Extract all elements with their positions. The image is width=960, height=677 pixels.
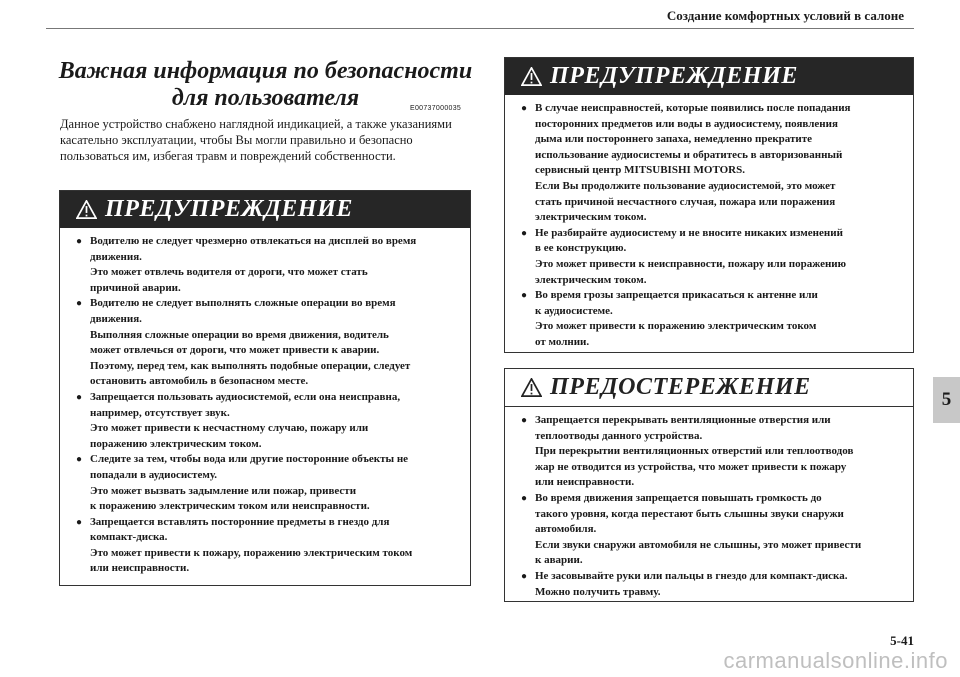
caution-triangle-icon <box>521 378 542 397</box>
caution-list <box>505 407 913 608</box>
warning-box-left <box>59 190 471 586</box>
chapter-tab: 5 <box>933 377 960 423</box>
bullet-item <box>521 288 903 350</box>
warning-box-header <box>505 58 913 95</box>
bullet-line: к поражению электрическим током или неисправности. <box>90 500 370 513</box>
bullet-line: или неисправности. <box>90 562 190 575</box>
bullet-line: электрическим током. <box>535 273 647 286</box>
bullet-line: ● Во время движения запрещается повышать громкость до <box>535 491 822 504</box>
running-header: Создание комфортных условий в салоне <box>666 8 904 23</box>
bullet-line: стать причиной несчастного случая, пожара или поражения <box>535 195 836 208</box>
bullet-line: ● Не засовывайте руки или пальцы в гнездо для компакт-диска. <box>535 569 848 582</box>
bullet-line: ● Водителю не следует чрезмерно отвлекаться на дисплей во время <box>90 235 417 247</box>
bullet-item <box>76 515 460 577</box>
bullet-line: ● Запрещается вставлять посторонние предметы в гнездо для <box>90 515 390 528</box>
bullet-line: дыма или постороннего запаха, немедленно прекратите <box>535 133 813 146</box>
bullet-line: теплоотводы данного устройства. <box>535 429 703 442</box>
section-title-line2: для пользователя <box>171 85 360 111</box>
bullet-item <box>521 569 903 600</box>
bullet-line: электрическим током. <box>535 211 647 224</box>
bullet-line: Это может отвлечь водителя от дороги, что может стать <box>90 266 368 279</box>
bullet-item <box>76 390 460 452</box>
bullet-line: Это может привести к несчастному случаю, пожару или <box>90 422 369 435</box>
bullet-line: может отвлечься от дороги, что может привести к аварии. <box>90 344 380 357</box>
bullet-line: посторонних предметов или воды в аудиосистему, появления <box>535 117 838 130</box>
section-code: E00737000035 <box>410 105 462 112</box>
warning-box-right <box>504 57 914 353</box>
bullet-line: движения. <box>90 312 142 325</box>
bullet-line: Это может привести к неисправности, пожару или поражению <box>535 257 847 270</box>
warning-box-title: ПРЕДУПРЕЖДЕНИЕ <box>105 196 353 222</box>
bullet-line: ● Следите за тем, чтобы вода или другие посторонние объекты не <box>90 453 409 466</box>
section-title <box>58 58 473 112</box>
bullet-item <box>521 491 903 569</box>
bullet-line: Если Вы продолжите пользование аудиосистемой, это может <box>535 179 836 192</box>
bullet-line: жар не отводится из устройства, что может привести к пожару <box>535 460 847 473</box>
bullet-line: ● Водителю не следует выполнять сложные операции во время <box>90 297 396 310</box>
bullet-line: ● Не разбирайте аудиосистему и не вносите никаких изменений <box>535 226 843 239</box>
warning-triangle-icon <box>76 200 97 219</box>
bullet-line: использование аудиосистемы и обратитесь в авторизованный <box>535 148 843 161</box>
bullet-line: попадали в аудиосистему. <box>90 468 217 481</box>
bullet-line: к аварии. <box>535 554 583 567</box>
bullet-line: причиной аварии. <box>90 281 181 294</box>
warning-triangle-icon <box>521 67 542 86</box>
bullet-item <box>521 413 903 491</box>
bullet-line: компакт-диска. <box>90 531 168 544</box>
caution-box-title: ПРЕДОСТЕРЕЖЕНИЕ <box>550 374 811 400</box>
bullet-line: или неисправности. <box>535 476 635 489</box>
bullet-line: Можно получить травму. <box>535 585 661 598</box>
warning-list <box>505 95 913 359</box>
bullet-line: например, отсутствует звук. <box>90 406 230 419</box>
header-divider <box>46 28 914 29</box>
bullet-line: Выполняя сложные операции во время движения, водитель <box>90 328 389 341</box>
bullet-line: Это может вызвать задымление или пожар, привести <box>90 484 357 497</box>
caution-box <box>504 368 914 602</box>
bullet-line: такого уровня, когда перестают быть слышны звуки снаружи <box>535 507 844 520</box>
bullet-item <box>76 452 460 514</box>
bullet-line: Это может привести к поражению электрическим током <box>535 320 817 333</box>
bullet-line: в ее конструкцию. <box>535 242 627 255</box>
page-number: 5-41 <box>890 633 914 648</box>
warning-box-header <box>60 191 470 228</box>
bullet-line: к аудиосистеме. <box>535 304 613 317</box>
bullet-line: ● Запрещается перекрывать вентиляционные отверстия или <box>535 414 831 426</box>
intro-paragraph: Данное устройство снабжено наглядной индикацией, а также указаниями касательно эксплуатации, чтобы Вы могли правильно и безопасно пользоваться им, избегая травм и повреждений собственности. <box>60 117 452 163</box>
watermark: carmanualsonline.info <box>723 648 948 673</box>
bullet-line: движения. <box>90 250 142 263</box>
bullet-line: автомобиля. <box>535 523 597 536</box>
bullet-item <box>76 296 460 390</box>
bullet-line: При перекрытии вентиляционных отверстий или теплоотводов <box>535 445 854 458</box>
bullet-item <box>76 234 460 296</box>
bullet-line: ● В случае неисправностей, которые появились после попадания <box>535 102 851 114</box>
bullet-line: ● Запрещается пользовать аудиосистемой, если она неисправна, <box>90 390 401 403</box>
bullet-item <box>521 226 903 288</box>
bullet-line: поражению электрическим током. <box>90 437 262 450</box>
bullet-line: ● Во время грозы запрещается прикасаться к антенне или <box>535 289 818 302</box>
bullet-line: сервисный центр MITSUBISHI MOTORS. <box>535 164 745 177</box>
bullet-line: Если звуки снаружи автомобиля не слышны, это может привести <box>535 538 862 551</box>
bullet-line: Поэтому, перед тем, как выполнять подобные операции, следует <box>90 359 411 372</box>
section-title-line1: Важная информация по безопасности <box>58 58 473 84</box>
bullet-item <box>521 101 903 226</box>
warning-box-title: ПРЕДУПРЕЖДЕНИЕ <box>550 63 798 89</box>
caution-box-header <box>505 369 913 407</box>
bullet-line: остановить автомобиль в безопасном месте. <box>90 375 309 388</box>
bullet-line: от молнии. <box>535 335 590 348</box>
bullet-line: Это может привести к пожару, поражению электрическим током <box>90 546 413 559</box>
warning-list <box>60 228 470 585</box>
